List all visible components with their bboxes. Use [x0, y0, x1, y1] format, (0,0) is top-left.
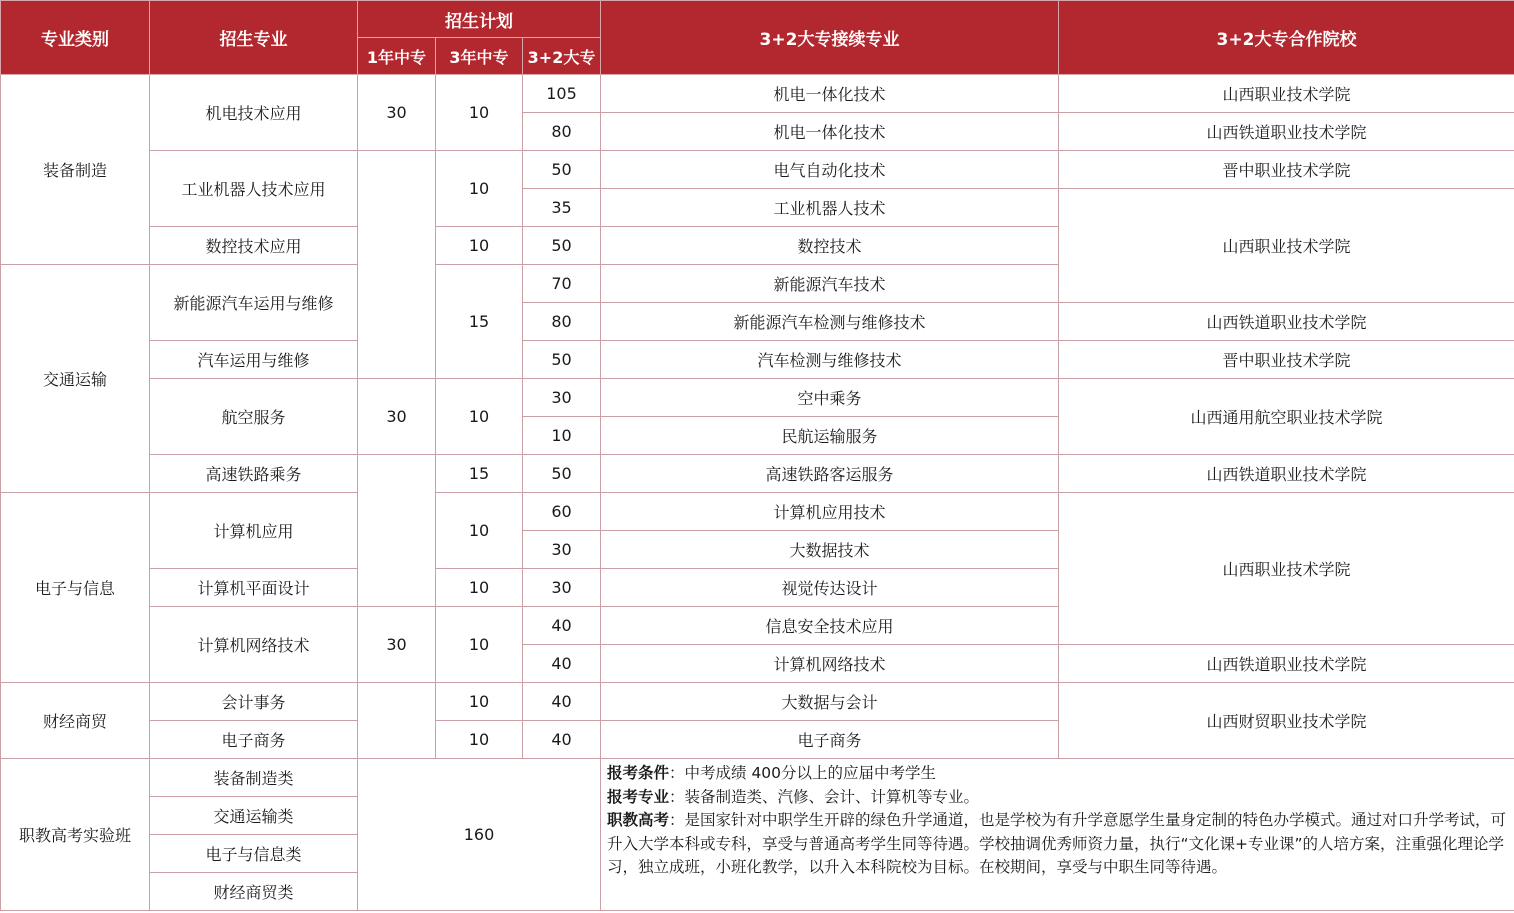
note-gaokao: 职教高考：是国家针对中职学生开辟的绿色升学通道，也是学校为有升学意愿学生量身定制的特色办学模式。通过对口升学考试，可升入大学本科或专科，享受与普通高考学生同等待遇。学校抽调优秀师资力量，执行“文化课+专业课”的人培方案，注重强化理论学习，独立成班，小班化教学，以升入本科院校为目标。在校期间，享受与中职生同等待遇。 [607, 811, 1507, 876]
category-cell: 电子与信息 [1, 493, 150, 683]
plan-32-cell: 80 [523, 113, 601, 151]
partner-college-cell: 山西财贸职业技术学院 [1059, 683, 1514, 759]
major-cell: 计算机平面设计 [150, 569, 358, 607]
continue-major-cell: 民航运输服务 [601, 417, 1059, 455]
continue-major-cell: 机电一体化技术 [601, 113, 1059, 151]
plan-3yr-cell: 10 [436, 607, 523, 683]
plan-3yr-cell: 10 [436, 721, 523, 759]
major-cell: 电子与信息类 [150, 835, 358, 873]
major-cell: 计算机网络技术 [150, 607, 358, 683]
plan-3yr-cell: 10 [436, 683, 523, 721]
table-row [1, 151, 1514, 189]
major-cell: 计算机应用 [150, 493, 358, 569]
partner-college-cell: 山西通用航空职业技术学院 [1059, 379, 1514, 455]
plan-3yr-cell: 10 [436, 379, 523, 455]
major-cell: 高速铁路乘务 [150, 455, 358, 493]
plan-1yr-cell [358, 455, 436, 607]
continue-major-cell: 机电一体化技术 [601, 75, 1059, 113]
category-cell: 装备制造 [1, 75, 150, 265]
major-cell: 财经商贸类 [150, 873, 358, 911]
header-plan: 招生计划 [358, 1, 601, 38]
plan-32-cell: 50 [523, 227, 601, 265]
plan-32-cell: 10 [523, 417, 601, 455]
plan-32-cell: 50 [523, 341, 601, 379]
plan-32-cell: 105 [523, 75, 601, 113]
partner-college-cell: 山西铁道职业技术学院 [1059, 455, 1514, 493]
partner-college-cell: 山西职业技术学院 [1059, 493, 1514, 645]
continue-major-cell: 汽车检测与维修技术 [601, 341, 1059, 379]
header-category: 专业类别 [1, 1, 150, 75]
continue-major-cell: 高速铁路客运服务 [601, 455, 1059, 493]
plan-1yr-cell: 30 [358, 607, 436, 683]
major-cell: 数控技术应用 [150, 227, 358, 265]
header-major: 招生专业 [150, 1, 358, 75]
plan-1yr-cell [358, 683, 436, 759]
continue-major-cell: 大数据技术 [601, 531, 1059, 569]
header-plan-32: 3+2大专 [523, 38, 601, 75]
major-cell: 新能源汽车运用与维修 [150, 265, 358, 341]
gaokao-total-cell: 160 [358, 759, 601, 911]
major-cell: 机电技术应用 [150, 75, 358, 151]
header-partner-college: 3+2大专合作院校 [1059, 1, 1514, 75]
plan-32-cell: 30 [523, 569, 601, 607]
note-requirement: 报考条件：中考成绩 400分以上的应届中考学生 [607, 764, 937, 782]
plan-32-cell: 30 [523, 531, 601, 569]
major-cell: 工业机器人技术应用 [150, 151, 358, 227]
continue-major-cell: 大数据与会计 [601, 683, 1059, 721]
continue-major-cell: 电气自动化技术 [601, 151, 1059, 189]
category-cell: 财经商贸 [1, 683, 150, 759]
plan-1yr-cell [358, 151, 436, 379]
plan-32-cell: 60 [523, 493, 601, 531]
plan-3yr-cell: 10 [436, 151, 523, 227]
table-row [1, 683, 1514, 721]
note-majors: 报考专业：装备制造类、汽修、会计、计算机等专业。 [607, 787, 980, 806]
table-row [1, 379, 1514, 417]
plan-3yr-cell: 10 [436, 493, 523, 569]
continue-major-cell: 新能源汽车检测与维修技术 [601, 303, 1059, 341]
plan-32-cell: 50 [523, 455, 601, 493]
plan-1yr-cell: 30 [358, 379, 436, 455]
table-row [1, 75, 1514, 113]
continue-major-cell: 空中乘务 [601, 379, 1059, 417]
table-row [1, 341, 1514, 379]
header-plan-3yr: 3年中专 [436, 38, 523, 75]
plan-32-cell: 40 [523, 607, 601, 645]
table-row [1, 759, 1514, 797]
partner-college-cell: 山西铁道职业技术学院 [1059, 645, 1514, 683]
plan-32-cell: 30 [523, 379, 601, 417]
plan-32-cell: 35 [523, 189, 601, 227]
category-cell: 职教高考实验班 [1, 759, 150, 911]
plan-32-cell: 40 [523, 683, 601, 721]
plan-32-cell: 40 [523, 721, 601, 759]
major-cell: 会计事务 [150, 683, 358, 721]
partner-college-cell: 山西铁道职业技术学院 [1059, 113, 1514, 151]
plan-1yr-cell: 30 [358, 75, 436, 151]
continue-major-cell: 视觉传达设计 [601, 569, 1059, 607]
partner-college-cell: 晋中职业技术学院 [1059, 341, 1514, 379]
partner-college-cell: 晋中职业技术学院 [1059, 151, 1514, 189]
table-row [1, 455, 1514, 493]
plan-3yr-cell: 10 [436, 227, 523, 265]
plan-32-cell: 40 [523, 645, 601, 683]
partner-college-cell: 山西职业技术学院 [1059, 189, 1514, 303]
partner-college-cell: 山西铁道职业技术学院 [1059, 303, 1514, 341]
continue-major-cell: 数控技术 [601, 227, 1059, 265]
major-cell: 电子商务 [150, 721, 358, 759]
header-continue-major: 3+2大专接续专业 [601, 1, 1059, 75]
continue-major-cell: 电子商务 [601, 721, 1059, 759]
plan-32-cell: 50 [523, 151, 601, 189]
plan-3yr-cell: 10 [436, 75, 523, 151]
table-row [1, 493, 1514, 531]
continue-major-cell: 信息安全技术应用 [601, 607, 1059, 645]
category-cell: 交通运输 [1, 265, 150, 493]
plan-32-cell: 70 [523, 265, 601, 303]
continue-major-cell: 计算机应用技术 [601, 493, 1059, 531]
continue-major-cell: 工业机器人技术 [601, 189, 1059, 227]
major-cell: 交通运输类 [150, 797, 358, 835]
major-cell: 汽车运用与维修 [150, 341, 358, 379]
partner-college-cell: 山西职业技术学院 [1059, 75, 1514, 113]
major-cell: 装备制造类 [150, 759, 358, 797]
major-cell: 航空服务 [150, 379, 358, 455]
plan-3yr-cell: 10 [436, 569, 523, 607]
plan-3yr-cell: 15 [436, 265, 523, 379]
plan-32-cell: 80 [523, 303, 601, 341]
continue-major-cell: 计算机网络技术 [601, 645, 1059, 683]
gaokao-notes [601, 759, 1514, 911]
plan-3yr-cell: 15 [436, 455, 523, 493]
header-plan-1yr: 1年中专 [358, 38, 436, 75]
continue-major-cell: 新能源汽车技术 [601, 265, 1059, 303]
